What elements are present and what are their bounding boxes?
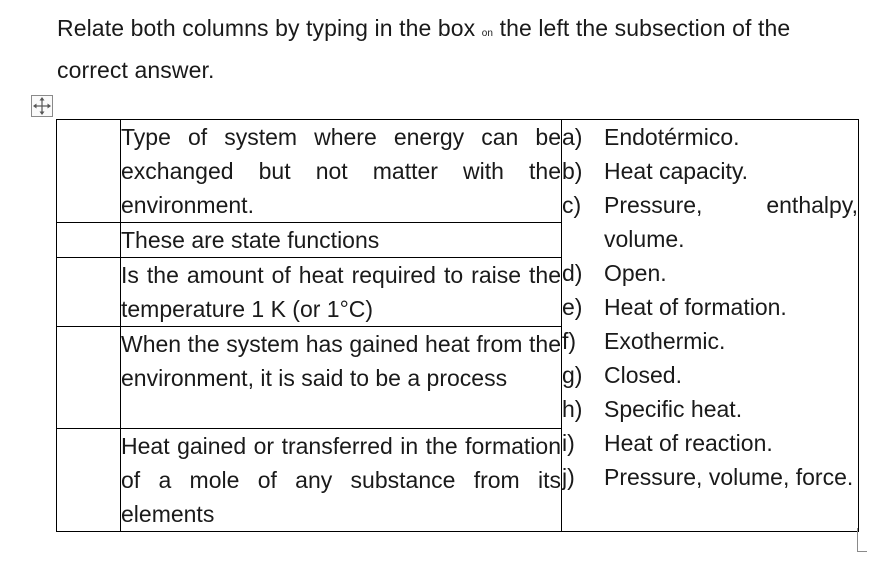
move-arrows-icon: [32, 96, 52, 116]
option-c: [562, 188, 858, 256]
instructions-small-word: on: [481, 28, 494, 39]
table-row: [57, 120, 859, 223]
option-i: [562, 426, 858, 460]
option-letter: h): [562, 396, 583, 422]
description-1: Type of system where energy can be exchanged but not matter with the environment.: [121, 120, 562, 223]
option-text: Heat capacity.: [604, 158, 749, 184]
option-letter: b): [562, 158, 583, 184]
option-letter: a): [562, 124, 583, 150]
instructions-part-3: the left the subsection of the correct answer.: [57, 15, 791, 83]
option-text: Heat of formation.: [604, 294, 787, 320]
option-h: [562, 392, 858, 426]
answer-box-5[interactable]: [57, 429, 121, 532]
option-a: [562, 120, 858, 154]
option-letter: f): [562, 328, 577, 354]
option-text: Specific heat.: [604, 396, 743, 422]
option-j: [562, 460, 858, 494]
table-resize-icon[interactable]: [857, 528, 867, 552]
table-move-handle[interactable]: [31, 95, 53, 117]
description-4: When the system has gained heat from the environment, it is said to be a process: [121, 327, 562, 429]
option-text: Closed.: [604, 362, 682, 388]
description-2: These are state functions: [121, 223, 562, 258]
option-b: [562, 154, 858, 188]
option-e: [562, 290, 858, 324]
option-text: Heat of reaction.: [604, 430, 773, 456]
option-letter: e): [562, 294, 583, 320]
option-text: Exothermic.: [604, 328, 726, 354]
answer-box-2[interactable]: [57, 223, 121, 258]
option-letter: g): [562, 362, 583, 388]
option-d: [562, 256, 858, 290]
option-text: Open.: [604, 260, 667, 286]
option-text: Pressure, volume, force.: [604, 464, 854, 490]
description-5: Heat gained or transferred in the formation of a mole of any substance from its elements: [121, 429, 562, 532]
answer-box-3[interactable]: [57, 258, 121, 327]
option-f: [562, 324, 858, 358]
option-text: Endotérmico.: [604, 124, 740, 150]
options-column: [562, 120, 859, 532]
answer-box-1[interactable]: [57, 120, 121, 223]
option-letter: i): [562, 430, 575, 456]
instructions-part-1: Relate both columns by typing in the box: [57, 15, 476, 41]
option-letter: j): [562, 464, 575, 490]
matching-table: [56, 119, 859, 532]
answer-box-4[interactable]: [57, 327, 121, 429]
option-letter: d): [562, 260, 583, 286]
instructions-text: [57, 10, 849, 89]
option-g: [562, 358, 858, 392]
description-3: Is the amount of heat required to raise the temperature 1 K (or 1°C): [121, 258, 562, 327]
option-text: Pressure, enthalpy, volume.: [604, 192, 858, 252]
option-letter: c): [562, 192, 582, 218]
